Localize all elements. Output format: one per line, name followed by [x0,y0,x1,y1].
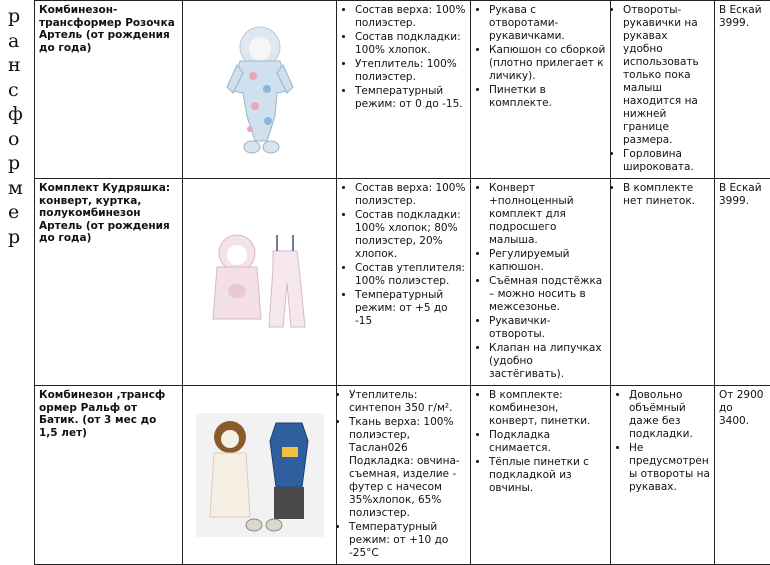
features-cell [471,179,611,386]
list-item: • Утеплитель: 100% полиэстер. [355,58,466,84]
side-letter: е [8,200,23,225]
list-item: • Состав верха: 100% полиэстер. [355,182,466,208]
list-item: • Температурный режим: от +5 до -15 [355,289,466,328]
list-item: • Состав подкладки: 100% хлопок. [355,31,466,57]
list-item: • В комплекте: комбинезон, конверт, пинетки. [489,389,606,428]
price-cell: В Ескай 3999. [715,179,770,386]
list-item: • Капюшон со сборкой (плотно прилегает к личику). [489,44,606,83]
side-letter: ф [8,102,23,127]
product-name: Комплект Кудряшка: конверт, куртка, полукомбинезон Артель (от рождения до года) [35,179,183,386]
list-item: • Утеплитель: синтепон 350 г/м². [349,389,466,415]
pink-set-image [183,179,337,386]
side-label [0,0,32,502]
features-cell [471,1,611,179]
list-item: • Довольно объёмный даже без подкладки. [629,389,710,441]
list-item: • Состав утеплителя: 100% полиэстер. [355,262,466,288]
product-name: Комбинезон-трансформер Розочка Артель (от рождения до года) [35,1,183,179]
list-item: • Температурный режим: от 0 до -15. [355,85,466,111]
price-cell: От 2900 до 3400. [715,386,770,565]
list-item: • Рукава с отворотами-рукавичками. [489,4,606,43]
side-letter: р [8,225,23,250]
snowsuit-pink-blue-image [183,1,337,179]
list-item: • Регулируемый капюшон. [489,248,606,274]
list-item: • Подкладка снимается. [489,429,606,455]
list-item: • Состав подкладки: 100% хлопок; 80% полиэстер, 20% хлопок. [355,209,466,261]
notes-cell [611,386,715,565]
list-item: • В комплекте нет пинеток. [623,182,710,208]
composition-cell [337,179,471,386]
list-item: • Пинетки в комплекте. [489,84,606,110]
price-cell: В Ескай 3999. [715,1,770,179]
ralph-transformer-image [183,386,337,565]
notes-cell [611,179,715,386]
list-item: • Рукавички-отвороты. [489,315,606,341]
list-item: • Ткань верха: 100% полиэстер, Таслан026 Подкладка: овчина-съемная, изделие - футер с начесом 35%хлопок, 65% полиэстер. [349,416,466,520]
composition-cell [337,1,471,179]
side-letter: р [8,4,23,29]
side-letter: н [8,53,23,78]
table-row [35,386,770,565]
table-row [35,179,770,386]
vertical-word [8,4,23,249]
product-table [34,0,770,565]
list-item: • Не предусмотрен ы отвороты на рукавах. [629,442,710,494]
composition-cell [337,386,471,565]
notes-cell [611,1,715,179]
features-cell [471,386,611,565]
list-item: • Отвороты-рукавички на рукавах удобно использовать только пока малыш находится на нижней границе размера. [623,4,710,147]
side-letter: а [8,29,23,54]
list-item: • Состав верха: 100% полиэстер. [355,4,466,30]
side-letter: м [8,176,23,201]
list-item: • Температурный режим: от +10 до -25°С [349,521,466,560]
list-item: • Конверт +полноценный комплект для подросшего малыша. [489,182,606,247]
list-item: • Клапан на липучках (удобно застёгивать). [489,342,606,381]
side-letter: р [8,151,23,176]
list-item: • Горловина широковата. [623,148,710,174]
list-item: • Тёплые пинетки с подкладкой из овчины. [489,456,606,495]
side-letter: с [8,78,23,103]
side-letter: о [8,127,23,152]
product-name: Комбинезон ,трансф ормер Ральф от Батик. (от 3 мес до 1,5 лет) [35,386,183,565]
table-row [35,1,770,179]
list-item: • Съёмная подстёжка – можно носить в межсезонье. [489,275,606,314]
